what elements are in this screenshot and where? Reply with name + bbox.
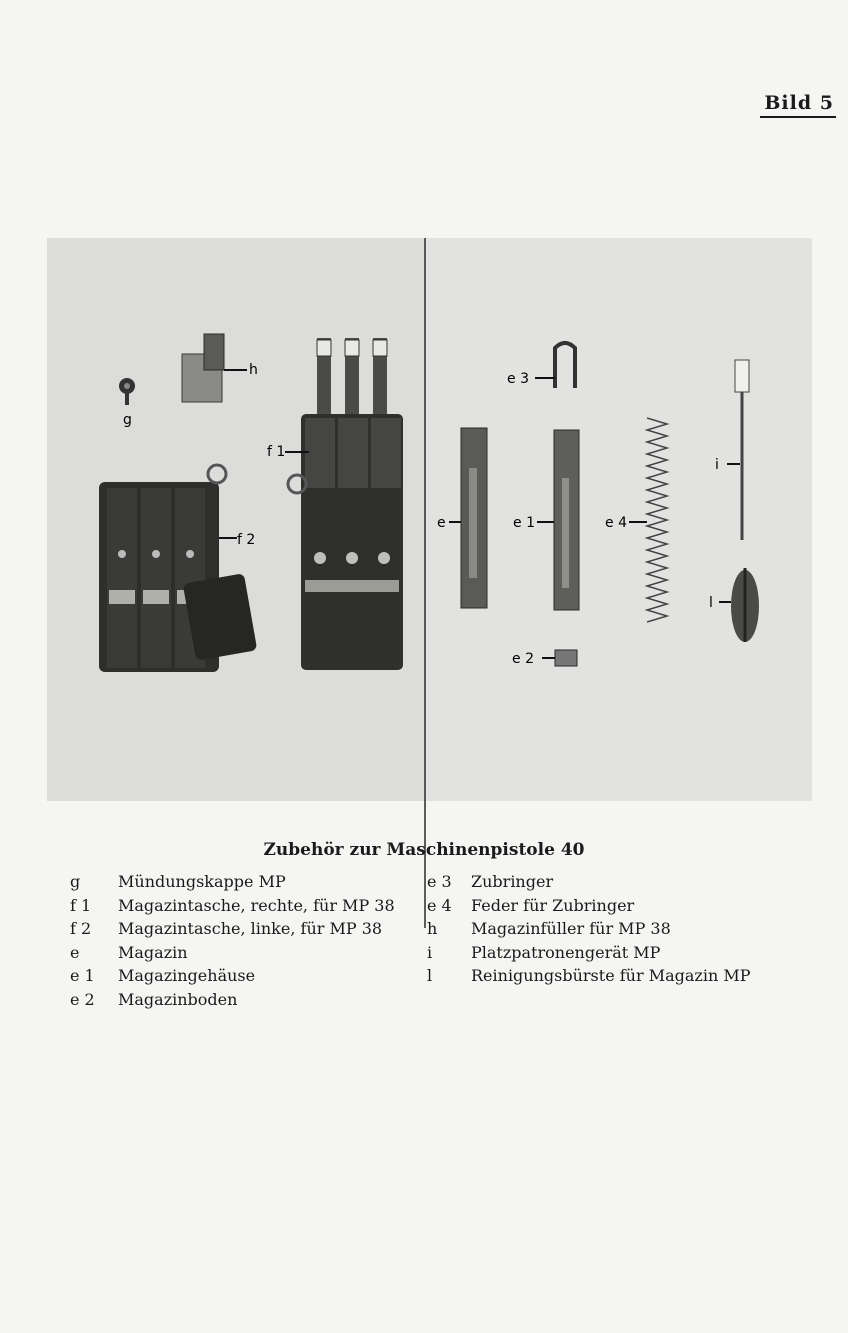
legend-code: h xyxy=(427,919,438,938)
legend-item xyxy=(427,870,751,894)
page-number: Bild 5 xyxy=(760,92,836,118)
legend-text: Magazinfüller für MP 38 xyxy=(471,919,671,938)
legend-text: Zubringer xyxy=(471,872,554,891)
label-e4: e 4 xyxy=(605,515,627,531)
label-i: i xyxy=(715,457,719,473)
legend-item xyxy=(427,964,751,988)
legend-item xyxy=(70,941,395,965)
legend-item xyxy=(427,917,751,941)
label-e1: e 1 xyxy=(513,515,535,531)
legend-text: Reinigungsbürste für Magazin MP xyxy=(471,966,751,985)
legend-text: Magazintasche, rechte, für MP 38 xyxy=(118,895,395,915)
label-f1: f 1 xyxy=(267,444,286,460)
legend-text: Platzpatronengerät MP xyxy=(471,942,661,962)
legend-code: e 4 xyxy=(427,895,452,915)
legend-text: Mündungskappe MP xyxy=(118,872,286,891)
legend-item xyxy=(70,964,395,988)
label-g: g xyxy=(123,412,132,428)
legend-code: f 2 xyxy=(70,919,92,938)
legend-left-column xyxy=(70,870,395,1011)
accessory-photo xyxy=(47,238,812,801)
plate-fold-line xyxy=(424,238,426,928)
label-l: l xyxy=(709,595,713,611)
label-e: e xyxy=(437,515,446,531)
legend-item xyxy=(70,988,395,1012)
label-f2: f 2 xyxy=(237,532,256,548)
legend-text: Feder für Zubringer xyxy=(471,895,635,915)
legend-item xyxy=(70,917,395,941)
legend-code: f 1 xyxy=(70,895,92,915)
caption-title: Zubehör zur Maschinenpistole 40 xyxy=(263,840,585,860)
legend-code: i xyxy=(427,942,433,962)
legend-right-column xyxy=(427,870,751,988)
legend-text: Magazingehäuse xyxy=(118,966,256,985)
legend-code: e 1 xyxy=(70,966,95,985)
legend-item xyxy=(70,870,395,894)
legend-code: e xyxy=(70,942,80,962)
legend-code: e 2 xyxy=(70,989,95,1009)
label-e2: e 2 xyxy=(512,651,534,667)
label-e3: e 3 xyxy=(507,371,529,387)
legend-text: Magazinboden xyxy=(118,989,238,1009)
legend-item xyxy=(427,941,751,965)
legend-code: e 3 xyxy=(427,872,452,891)
legend-code: g xyxy=(70,872,81,891)
legend-text: Magazin xyxy=(118,942,188,962)
legend-text: Magazintasche, linke, für MP 38 xyxy=(118,919,383,938)
legend-item xyxy=(427,894,751,918)
legend-code: l xyxy=(427,966,433,985)
legend-item xyxy=(70,894,395,918)
label-h: h xyxy=(249,362,258,378)
